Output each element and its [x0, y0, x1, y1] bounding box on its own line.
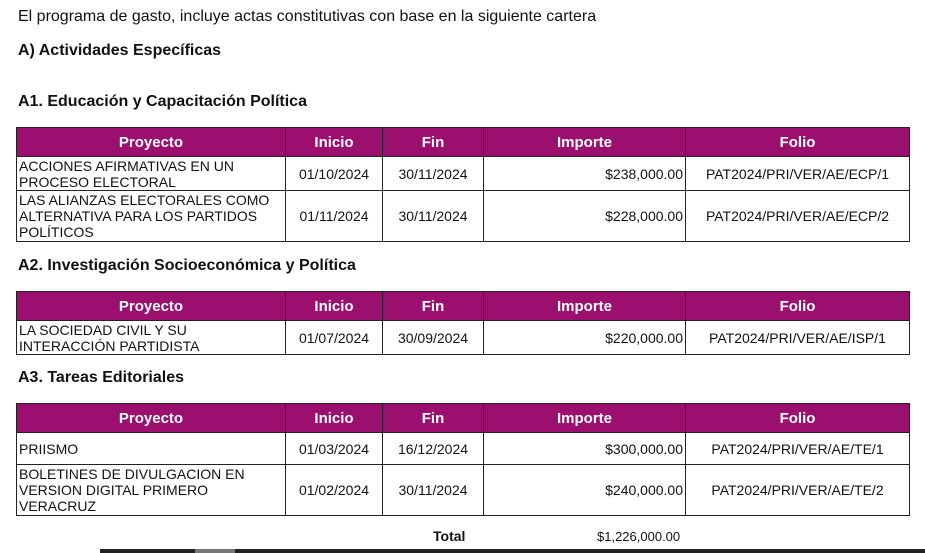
header-importe: Importe [484, 292, 686, 321]
cell-fin: 30/11/2024 [383, 465, 484, 516]
table-row [17, 321, 910, 355]
cell-importe: $238,000.00 [484, 157, 686, 191]
intro-text: El programa de gasto, incluye actas constitutivas con base en la siguiente cartera [18, 8, 597, 25]
cell-folio: PAT2024/PRI/VER/AE/TE/1 [686, 433, 910, 465]
cell-inicio: 01/07/2024 [286, 321, 383, 355]
cell-fin: 30/09/2024 [383, 321, 484, 355]
table-a3 [16, 403, 910, 516]
cell-importe: $300,000.00 [484, 433, 686, 465]
cell-fin: 30/11/2024 [383, 191, 484, 242]
cell-inicio: 01/11/2024 [286, 191, 383, 242]
cell-proyecto: BOLETINES DE DIVULGACION EN VERSION DIGITAL PRIMERO VERACRUZ [17, 465, 286, 516]
header-proyecto: Proyecto [17, 292, 286, 321]
header-inicio: Inicio [286, 404, 383, 433]
table-row [17, 157, 910, 191]
table-row [17, 191, 910, 242]
cell-importe: $228,000.00 [484, 191, 686, 242]
header-inicio: Inicio [286, 292, 383, 321]
total-label: Total [433, 528, 466, 544]
footer-divider-segment [195, 549, 235, 553]
cell-folio: PAT2024/PRI/VER/AE/TE/2 [686, 465, 910, 516]
table-a2 [16, 291, 910, 355]
cell-folio: PAT2024/PRI/VER/AE/ISP/1 [686, 321, 910, 355]
table-header-row [17, 128, 910, 157]
header-importe: Importe [484, 128, 686, 157]
header-folio: Folio [686, 128, 910, 157]
header-fin: Fin [383, 292, 484, 321]
section-a1-title: A1. Educación y Capacitación Política [18, 93, 307, 110]
header-folio: Folio [686, 292, 910, 321]
section-a3-title: A3. Tareas Editoriales [18, 369, 184, 386]
footer-divider [100, 549, 925, 553]
total-value: $1,226,000.00 [597, 529, 681, 544]
cell-folio: PAT2024/PRI/VER/AE/ECP/1 [686, 157, 910, 191]
cell-folio: PAT2024/PRI/VER/AE/ECP/2 [686, 191, 910, 242]
cell-proyecto: ACCIONES AFIRMATIVAS EN UN PROCESO ELECTORAL [17, 157, 286, 191]
cell-inicio: 01/03/2024 [286, 433, 383, 465]
cell-importe: $220,000.00 [484, 321, 686, 355]
header-proyecto: Proyecto [17, 128, 286, 157]
section-title: A) Actividades Específicas [18, 42, 222, 59]
table-a1 [16, 127, 910, 242]
table-header-row [17, 404, 910, 433]
cell-fin: 30/11/2024 [383, 157, 484, 191]
table-row [17, 433, 910, 465]
header-importe: Importe [484, 404, 686, 433]
cell-proyecto: LAS ALIANZAS ELECTORALES COMO ALTERNATIVA PARA LOS PARTIDOS POLÍTICOS [17, 191, 286, 242]
table-row [17, 465, 910, 516]
header-folio: Folio [686, 404, 910, 433]
cell-importe: $240,000.00 [484, 465, 686, 516]
section-a2-title: A2. Investigación Socioeconómica y Política [18, 257, 356, 274]
cell-proyecto: LA SOCIEDAD CIVIL Y SU INTERACCIÓN PARTIDISTA [17, 321, 286, 355]
header-inicio: Inicio [286, 128, 383, 157]
cell-inicio: 01/02/2024 [286, 465, 383, 516]
header-proyecto: Proyecto [17, 404, 286, 433]
cell-fin: 16/12/2024 [383, 433, 484, 465]
table-header-row [17, 292, 910, 321]
header-fin: Fin [383, 128, 484, 157]
cell-inicio: 01/10/2024 [286, 157, 383, 191]
cell-proyecto: PRIISMO [17, 433, 286, 465]
header-fin: Fin [383, 404, 484, 433]
